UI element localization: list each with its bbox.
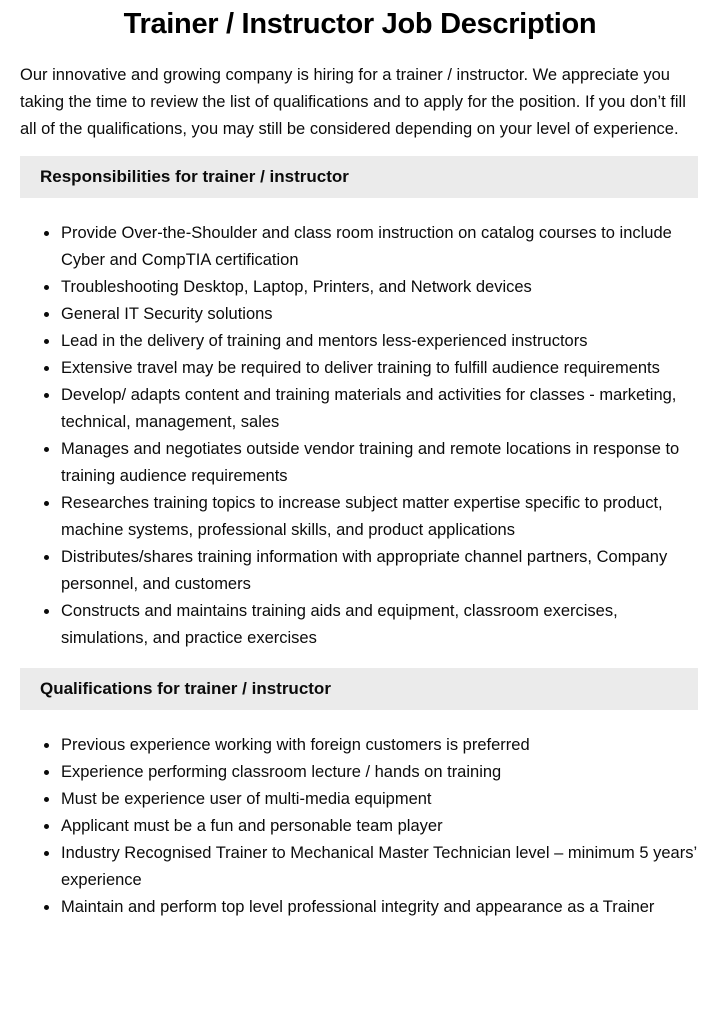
list-item: Previous experience working with foreign customers is preferred: [44, 732, 700, 759]
section-header-responsibilities: [20, 156, 698, 198]
list-item: Manages and negotiates outside vendor training and remote locations in response to training audience requirements: [44, 436, 700, 490]
list-item: Troubleshooting Desktop, Laptop, Printers, and Network devices: [44, 274, 700, 301]
list-item: Constructs and maintains training aids and equipment, classroom exercises, simulations, and practice exercises: [44, 598, 700, 652]
list-item: Extensive travel may be required to deliver training to fulfill audience requirements: [44, 355, 700, 382]
list-item: Industry Recognised Trainer to Mechanical Master Technician level – minimum 5 years’ experience: [44, 840, 700, 894]
list-item: Applicant must be a fun and personable team player: [44, 813, 700, 840]
qualifications-list: [44, 732, 700, 921]
list-item: Researches training topics to increase subject matter expertise specific to product, machine systems, professional skills, and product applications: [44, 490, 700, 544]
list-item: Provide Over-the-Shoulder and class room instruction on catalog courses to include Cyber and CompTIA certification: [44, 220, 700, 274]
list-item: Develop/ adapts content and training materials and activities for classes - marketing, technical, management, sales: [44, 382, 700, 436]
section-heading-label: Qualifications for trainer / instructor: [40, 679, 331, 698]
list-item: Distributes/shares training information with appropriate channel partners, Company personnel, and customers: [44, 544, 700, 598]
intro-paragraph: Our innovative and growing company is hiring for a trainer / instructor. We appreciate you taking the time to review the list of qualifications and to apply for the position. If you don’t fill all of the qualifications, you may still be considered depending on your level of experience.: [20, 66, 686, 138]
page-title: Trainer / Instructor Job Description: [123, 8, 597, 40]
section-heading-label: Responsibilities for trainer / instructor: [40, 167, 349, 186]
list-item: Lead in the delivery of training and mentors less-experienced instructors: [44, 328, 700, 355]
list-item: Maintain and perform top level professional integrity and appearance as a Trainer: [44, 894, 700, 921]
list-item: Experience performing classroom lecture / hands on training: [44, 759, 700, 786]
responsibilities-list: [44, 220, 700, 652]
section-header-qualifications: [20, 668, 698, 710]
list-item: Must be experience user of multi-media equipment: [44, 786, 700, 813]
list-item: General IT Security solutions: [44, 301, 700, 328]
